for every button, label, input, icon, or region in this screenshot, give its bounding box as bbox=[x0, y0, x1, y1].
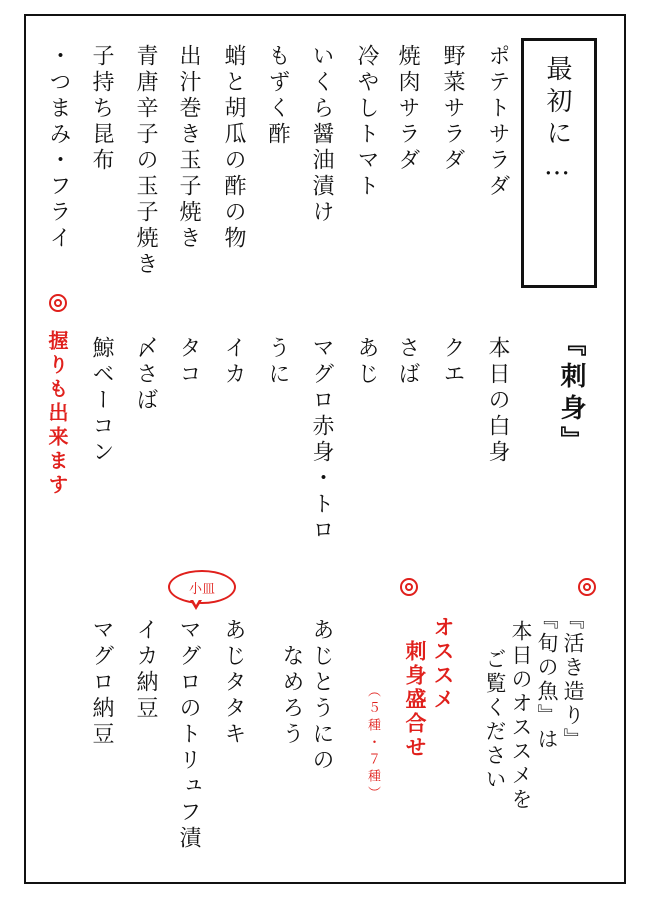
double-circle-icon bbox=[49, 294, 67, 312]
small-plate-label: 小皿 bbox=[188, 581, 215, 597]
nigiri-note: 握りも出来ます bbox=[45, 330, 69, 498]
menu-item: 蛸と胡瓜の酢の物 bbox=[221, 44, 246, 252]
menu-item: マグロのトリュフ漬 bbox=[176, 618, 201, 852]
menu-item: あじ bbox=[354, 336, 379, 388]
menu-item: 青唐辛子の玉子焼き bbox=[133, 44, 158, 278]
menu-item: 本日の白身 bbox=[485, 336, 510, 466]
menu-item: 野菜サラダ bbox=[440, 44, 465, 174]
menu-item: ポテトサラダ bbox=[485, 44, 510, 200]
recommend-line: オススメ bbox=[431, 616, 455, 712]
starter-title-box bbox=[521, 38, 597, 288]
menu-item: 鯨ベーコン bbox=[89, 336, 114, 466]
menu-item: うに bbox=[265, 336, 290, 388]
menu-item: なめろう bbox=[279, 644, 304, 748]
recommend-sub: （５種・７種） bbox=[365, 684, 380, 803]
menu-item: クエ bbox=[440, 336, 465, 388]
menu-item: 冷やしトマト bbox=[354, 44, 379, 200]
small-plate-bubble bbox=[168, 570, 236, 604]
menu-item: もずく酢 bbox=[265, 44, 290, 148]
double-circle-icon bbox=[400, 578, 418, 596]
recommend-line: 刺身盛合せ bbox=[403, 640, 427, 760]
menu-item: イカ bbox=[221, 336, 246, 388]
menu-item: イカ納豆 bbox=[133, 618, 158, 722]
menu-item: 子持ち昆布 bbox=[89, 44, 114, 174]
double-circle-icon bbox=[578, 578, 596, 596]
bubble-tail-icon bbox=[190, 600, 202, 610]
notice-line: 本日のオススメを bbox=[509, 620, 533, 812]
menu-item: 〆さば bbox=[133, 336, 158, 414]
menu-item: タコ bbox=[176, 336, 201, 388]
menu-item: さば bbox=[395, 336, 420, 388]
menu-item: いくら醤油漬け bbox=[309, 44, 334, 226]
menu-item: マグロ赤身・トロ bbox=[309, 336, 334, 544]
menu-item: 出汁巻き玉子焼き bbox=[176, 44, 201, 252]
notice-line: 『活き造り』 bbox=[561, 608, 585, 752]
sashimi-title: 『刺身』 bbox=[556, 330, 586, 458]
starter-title: 最初に… bbox=[542, 55, 572, 187]
notice-line: 『旬の魚』は bbox=[535, 608, 559, 752]
notice-line: ご覧ください bbox=[483, 648, 507, 792]
menu-item: ・つまみ・フライ bbox=[46, 44, 71, 252]
menu-item: マグロ納豆 bbox=[89, 618, 114, 748]
menu-item: 焼肉サラダ bbox=[395, 44, 420, 174]
menu-item: あじとうにの bbox=[309, 618, 334, 774]
menu-item: あじタタキ bbox=[221, 618, 246, 748]
